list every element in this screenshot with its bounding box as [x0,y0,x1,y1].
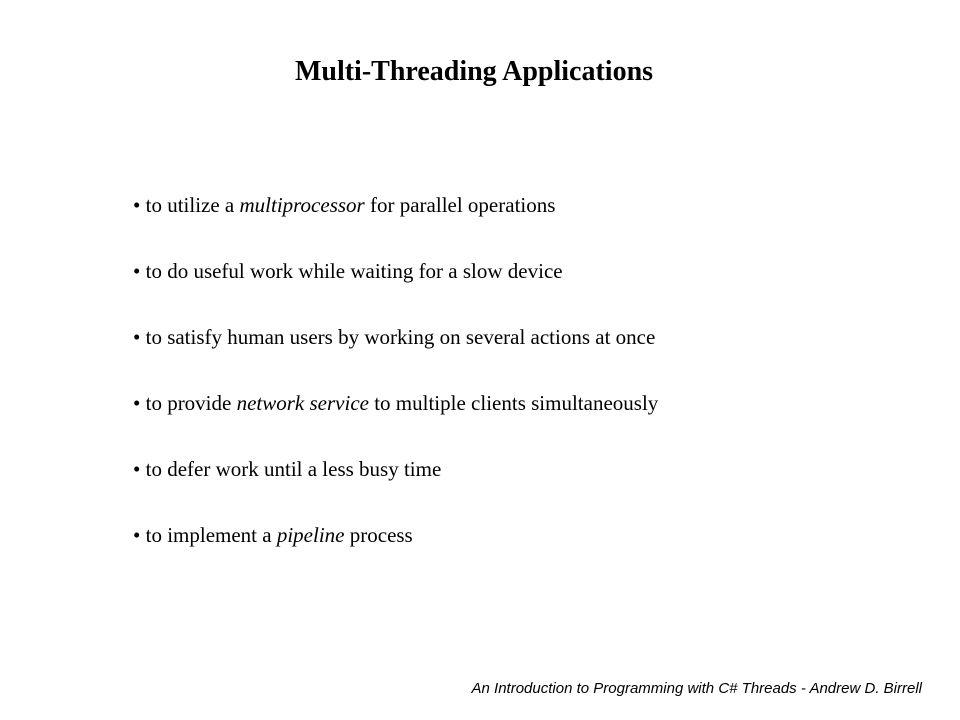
bullet-item [133,322,658,388]
bullet-marker: • [133,325,141,349]
bullet-emphasis: network service [236,391,369,415]
slide-title: Multi-Threading Applications [294,56,654,87]
bullet-item [133,388,658,454]
bullet-marker: • [133,457,141,481]
bullet-item [133,520,658,586]
bullet-text: to satisfy human users by working on several actions at once [140,325,656,349]
bullet-text-tail: to multiple clients simultaneously [368,391,659,415]
bullet-text: to provide [140,391,237,415]
bullet-marker: • [133,193,141,217]
bullet-marker: • [133,259,141,283]
bullet-marker: • [133,523,141,547]
bullet-item [133,454,658,520]
bullet-item [133,256,658,322]
bullet-text: to do useful work while waiting for a slow device [140,259,563,283]
bullet-emphasis: multiprocessor [239,193,365,217]
bullet-item [133,190,658,256]
bullet-text-tail: process [344,523,413,547]
bullet-marker: • [133,391,141,415]
bullet-text: to utilize a [140,193,240,217]
bullet-emphasis: pipeline [276,523,345,547]
bullet-text-tail: for parallel operations [364,193,556,217]
bullet-text: to implement a [140,523,277,547]
bullet-list [133,190,658,586]
bullet-text: to defer work until a less busy time [140,457,442,481]
footer-credit: An Introduction to Programming with C# Threads - Andrew D. Birrell [471,680,922,697]
